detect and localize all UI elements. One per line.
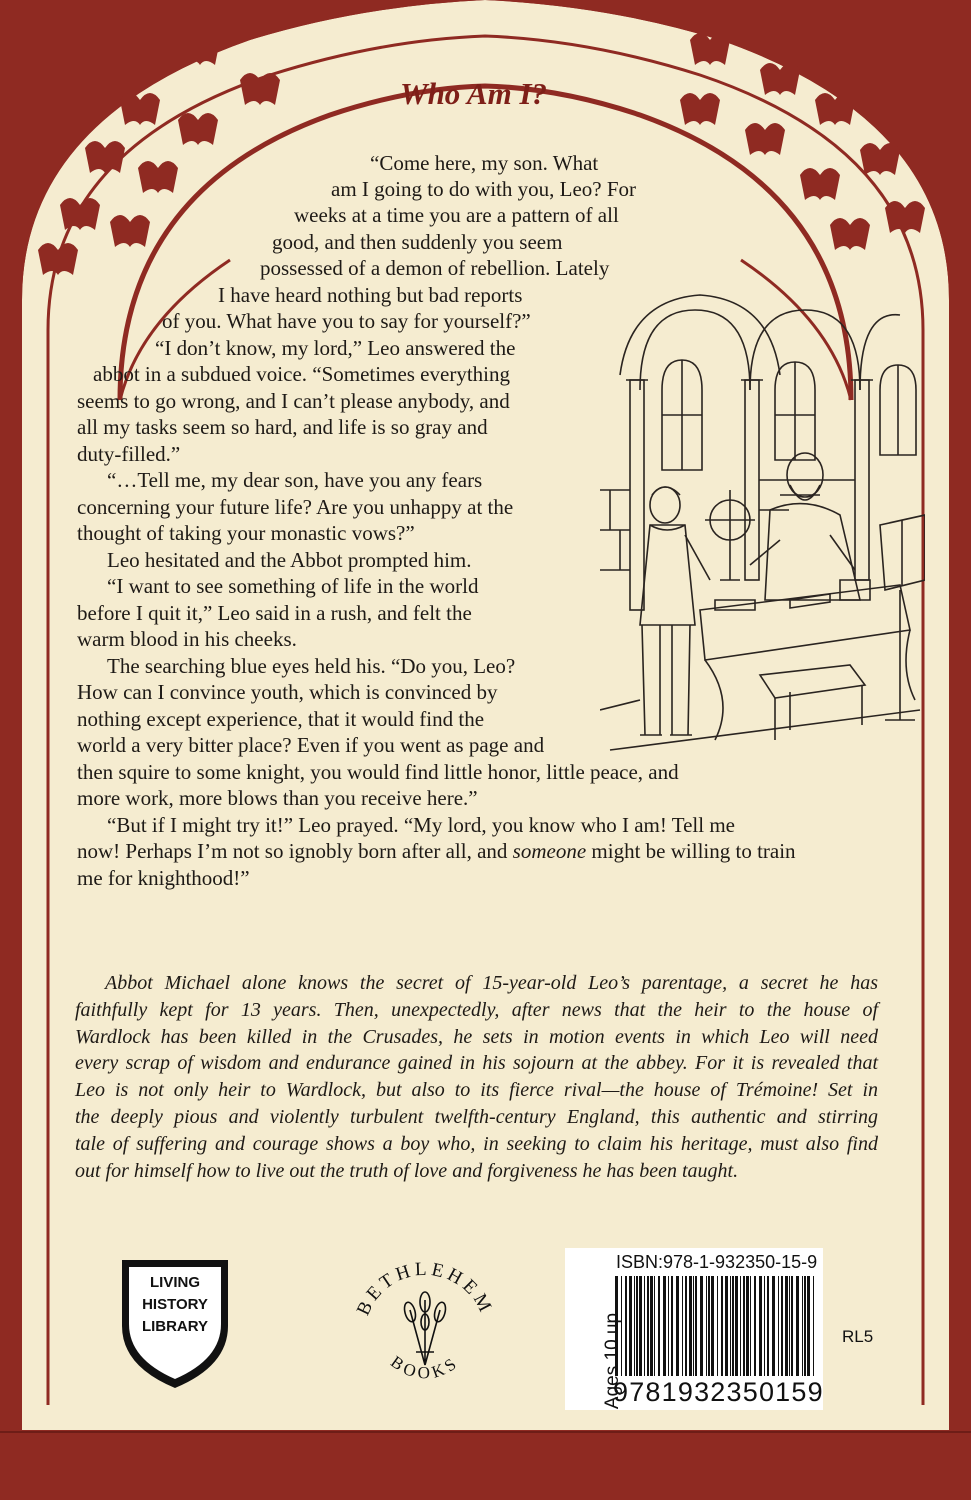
barcode-bar xyxy=(750,1276,751,1376)
barcode-bar xyxy=(685,1276,687,1376)
publisher-name: BETHLEHEM xyxy=(352,1258,498,1319)
barcode-bar xyxy=(785,1276,788,1376)
barcode-bar xyxy=(639,1276,642,1376)
excerpt-line: good, and then suddenly you seem xyxy=(272,230,563,254)
excerpt-line: I have heard nothing but bad reports xyxy=(218,283,523,307)
barcode-bar xyxy=(789,1276,790,1376)
description-line: faithfully kept for 13 years. Then, unexpectedly, after news that the heir to the house of xyxy=(75,998,878,1021)
barcode-bar xyxy=(759,1276,762,1376)
description-line: the deeply pious and violently turbulent twelfth-century England, this authentic and stirring xyxy=(75,1105,878,1128)
description-line: out for himself how to live out the truth of love and forgiveness he has been taught. xyxy=(75,1159,739,1182)
barcode-digits: 9781932350159 xyxy=(613,1377,824,1407)
excerpt-line: possessed of a demon of rebellion. Lately xyxy=(260,256,610,280)
description-line: tale of suffering and courage shows a boy who, in seeking to claim his heritage, must also find xyxy=(75,1132,878,1155)
excerpt-line: seems to go wrong, and I can’t please anybody, and xyxy=(77,389,510,413)
barcode-bar xyxy=(778,1276,779,1376)
barcode-bar xyxy=(682,1276,683,1376)
barcode-bar xyxy=(647,1276,649,1376)
excerpt-line: “I want to see something of life in the world xyxy=(107,574,479,598)
shield-text: LIVING xyxy=(149,1274,200,1291)
abbot-illustration xyxy=(600,280,925,760)
barcode-bar xyxy=(746,1276,749,1376)
excerpt-line: How can I convince youth, which is convinced by xyxy=(77,680,498,704)
emphasis-someone: someone xyxy=(512,839,587,863)
excerpt-line: Leo hesitated and the Abbot prompted him. xyxy=(107,548,472,572)
barcode-bar xyxy=(644,1276,645,1376)
excerpt-line: “Come here, my son. What xyxy=(370,151,599,175)
publisher-sub: BOOKS xyxy=(387,1352,463,1383)
description-line: every scrap of wisdom and endurance gained in his sojourn at the abbey. For it is revealed that xyxy=(75,1052,878,1075)
excerpt-line: nothing except experience, that it would find the xyxy=(77,707,485,731)
barcode-bar xyxy=(654,1276,655,1376)
excerpt-line: abbot in a subdued voice. “Sometimes everything xyxy=(93,362,510,386)
barcode-bar xyxy=(693,1276,694,1376)
publisher-emblem xyxy=(340,1240,510,1410)
isbn-text: ISBN:978-1-932350-15-9 xyxy=(616,1252,818,1272)
excerpt-line: concerning your future life? Are you unhappy at the xyxy=(77,495,514,519)
barcode-bar xyxy=(634,1276,635,1376)
book-description xyxy=(75,970,878,1184)
excerpt-line: “But if I might try it!” Leo prayed. “My lord, you know who I am! Tell me xyxy=(107,813,736,837)
barcode-bar xyxy=(689,1276,692,1376)
barcode-bar xyxy=(772,1276,775,1376)
description-line: Wardlock has been killed in the Crusades, he sets in motion events in which Leo will need xyxy=(75,1025,878,1048)
ages-text: Ages 10 up xyxy=(602,1312,623,1410)
excerpt-line: of you. What have you to say for yourself?” xyxy=(162,309,531,333)
excerpt-line: now! Perhaps I’m not so ignobly born after all, and someone might be willing to train xyxy=(77,839,796,863)
excerpt-line: then squire to some knight, you would find little honor, little peace, and xyxy=(77,760,679,784)
barcode-bar xyxy=(636,1276,638,1376)
barcode-bar xyxy=(663,1276,666,1376)
excerpt-line: world a very bitter place? Even if you went as page and xyxy=(77,733,545,757)
barcode-bar xyxy=(767,1276,769,1376)
barcode-bar xyxy=(781,1276,783,1376)
excerpt-line: The searching blue eyes held his. “Do you, Leo? xyxy=(107,654,516,678)
barcode-bar xyxy=(668,1276,669,1376)
excerpt-line: me for knighthood!” xyxy=(77,866,250,890)
barcode-bar xyxy=(695,1276,697,1376)
barcode-bar xyxy=(676,1276,679,1376)
barcode-bar xyxy=(658,1276,660,1376)
barcode-bar xyxy=(764,1276,765,1376)
barcode-bar xyxy=(796,1276,799,1376)
shield-text: HISTORY xyxy=(142,1296,208,1313)
barcode-bar xyxy=(743,1276,745,1376)
barcode-bar xyxy=(804,1276,806,1376)
book-title: Who Am I? xyxy=(400,76,548,111)
barcode-bar xyxy=(813,1276,814,1376)
excerpt-line: thought of taking your monastic vows?” xyxy=(77,521,415,545)
excerpt-line: all my tasks seem so hard, and life is so gray and xyxy=(77,415,488,439)
barcode-bar xyxy=(735,1276,738,1376)
excerpt-line: am I going to do with you, Leo? For xyxy=(331,177,637,201)
barcode-bar xyxy=(650,1276,653,1376)
excerpt-line: more work, more blows than you receive here.” xyxy=(77,786,478,810)
barcode-bar xyxy=(732,1276,734,1376)
barcode-bar xyxy=(807,1276,810,1376)
excerpt-line: weeks at a time you are a pattern of all xyxy=(294,203,619,227)
excerpt-line: “…Tell me, my dear son, have you any fears xyxy=(107,468,483,492)
excerpt-line: warm blood in his cheeks. xyxy=(77,627,297,651)
barcode-bar xyxy=(791,1276,793,1376)
barcode-bar xyxy=(706,1276,707,1376)
barcode-bar xyxy=(717,1276,718,1376)
barcode-bar xyxy=(730,1276,731,1376)
excerpt-line: duty-filled.” xyxy=(77,442,181,466)
barcode-bar xyxy=(721,1276,723,1376)
barcode-bar xyxy=(625,1276,627,1376)
barcode-bar xyxy=(802,1276,803,1376)
barcode-bar xyxy=(740,1276,741,1376)
barcode-bar xyxy=(754,1276,756,1376)
excerpt-line: before I quit it,” Leo said in a rush, and felt the xyxy=(77,601,472,625)
excerpt-line: “I don’t know, my lord,” Leo answered the xyxy=(155,336,516,360)
barcode-bar xyxy=(708,1276,710,1376)
reading-level: RL5 xyxy=(842,1327,874,1346)
barcode-bar xyxy=(711,1276,714,1376)
description-line: Abbot Michael alone knows the secret of 15-year-old Leo’s parentage, a secret he has xyxy=(105,972,878,994)
description-line: Leo is not only heir to Wardlock, but also to its fierce rival—the house of Trémoine! Set in xyxy=(75,1079,878,1102)
barcode-bar xyxy=(700,1276,703,1376)
barcode-bar xyxy=(671,1276,673,1376)
wheat-icon xyxy=(403,1292,448,1365)
barcode-bar xyxy=(629,1276,632,1376)
barcode-bar xyxy=(725,1276,728,1376)
shield-text: LIBRARY xyxy=(141,1318,209,1335)
